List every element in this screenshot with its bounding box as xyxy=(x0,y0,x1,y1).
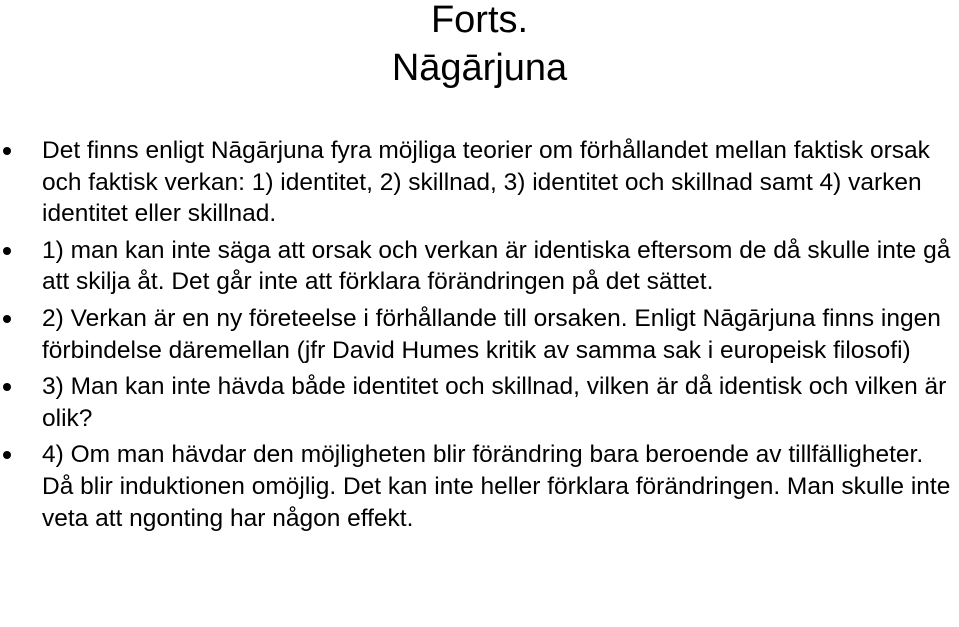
bullet-item-4 xyxy=(0,371,959,434)
bullet-text: 3) Man kan inte hävda både identitet och skillnad, vilken är då identisk och vilken är olik? xyxy=(42,373,947,432)
bullet-dot-icon xyxy=(3,247,11,255)
bullet-item-5 xyxy=(0,439,959,534)
bullet-dot-icon xyxy=(3,315,11,323)
bullet-dot-icon xyxy=(3,383,11,391)
bullet-item-2 xyxy=(0,235,959,298)
bullet-text: 2) Verkan är en ny företeelse i förhållande till orsaken. Enligt Nāgārjuna finns ingen förbindelse däremellan (jfr David Humes kritik av samma sak i europeisk filosofi) xyxy=(42,304,941,364)
title-line-2: Nāgārjuna xyxy=(391,47,568,89)
bullet-text: 1) man kan inte säga att orsak och verkan är identiska eftersom de då skulle inte gå att skilja åt. Det går inte att förklara förändringen på det sättet. xyxy=(42,236,951,296)
bullet-dot-icon xyxy=(3,147,11,155)
slide-title xyxy=(0,0,959,92)
bullet-list xyxy=(0,135,959,539)
bullet-text: 4) Om man hävdar den möjligheten blir förändring bara beroende av tillfälligheter. Då blir induktionen omöjlig. Det kan inte heller förklara förändringen. Man skulle inte veta att ngonting har någon effekt. xyxy=(42,441,951,532)
bullet-dot-icon xyxy=(3,451,11,459)
bullet-item-1 xyxy=(0,135,959,230)
title-line-1: Forts. xyxy=(430,0,529,41)
bullet-item-3 xyxy=(0,303,959,366)
bullet-text: Det finns enligt Nāgārjuna fyra möjliga teorier om förhållandet mellan faktisk orsak och faktisk verkan: 1) identitet, 2) skillnad, 3) identitet och skillnad samt 4) varken identitet eller skillnad. xyxy=(42,137,930,228)
